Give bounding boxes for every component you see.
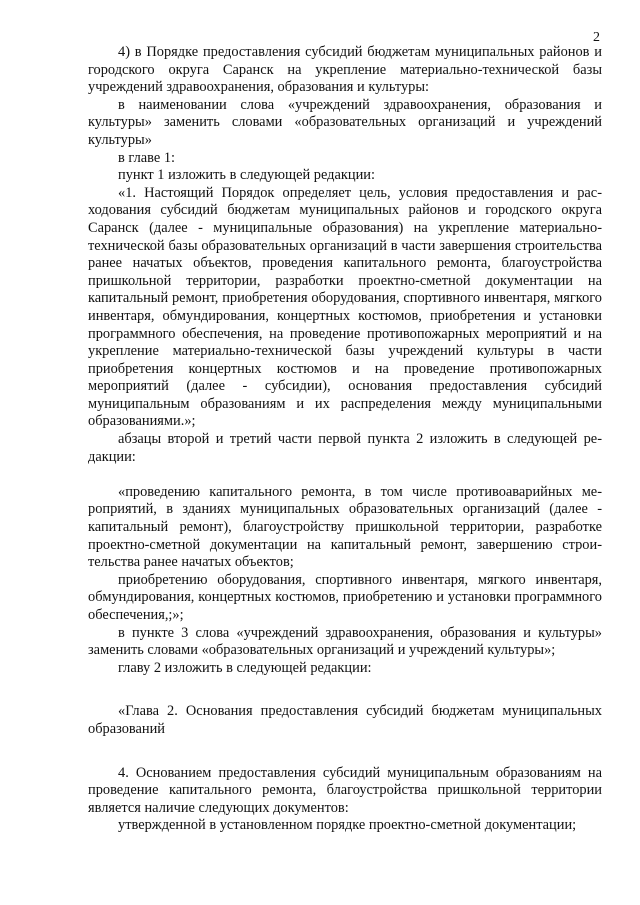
paragraph-point-4: 4. Основанием предоставления субсидий муниципальным образованиям на проведение капитального ремонта, благоустройства пришкольной территории является наличие следующих документов: [88, 764, 602, 816]
paragraph-title-change: в наименовании слова «учреждений здравоохранения, образования и культуры» заменить словами «образовательных организаций и учреждений культуры» [88, 96, 602, 148]
paragraph-chapter-2-intro: главу 2 изложить в следующей редакции: [118, 659, 372, 676]
paragraph-point-1-text: «1. Настоящий Порядок определяет цель, условия предоставления и расходования субсидий бюджетам муниципальных районов и городского округа Саранск (далее - муниципальные образования) на укрепление материально-технической базы образовательных организаций в части завершения строительства ранее начатых объектов, проведения капитального ремонта, благоустройства пришкольной территории, разработки проектно-сметной документации на капитальный ремонт, приобретения оборудования, спортивного инвентаря, мягкого инвентаря, обмундирования, концертных костюмов, приобретения и установки программного обеспечения, на проведение противопожарных мероприятий и на укрепление материально-технической базы учреждений культуры в части приобретения концертных костюмов и на проведение противопожарных мероприятий (далее - субсидии), основания предоставления субсидий муниципальным образованиям и их распределения между муниципальными образованиями.»; [88, 184, 602, 430]
paragraph-point-2-text-a: «проведению капитального ремонта, в том числе противоаварийных мероприятий, в зданиях муниципальных образовательных организаций (далее - капитальный ремонт), благоустройству пришкольной территории, разработке проектно-сметной документации на капитальный ремонт, завершению строительства ранее начатых объектов; [88, 483, 602, 571]
paragraph-point-2-text-b: приобретению оборудования, спортивного инвентаря, мягкого инвентаря, обмундирования, концертных костюмов, приобретению и установки программного обеспечения,;»; [88, 571, 602, 623]
paragraph-chapter-2-heading: «Глава 2. Основания предоставления субсидий бюджетам муниципальных образований [88, 703, 602, 737]
paragraph-point-4-item: утвержденной в установленном порядке проектно-сметной документации; [118, 817, 577, 834]
paragraph-amendment-4: 4) в Порядке предоставления субсидий бюджетам муниципальных районов и городского округа Саранск на укрепление материально-технической базы учреждений здравоохранения, образования и культуры: [88, 44, 602, 96]
paragraph-point-1-intro: пункт 1 изложить в следующей редакции: [118, 167, 375, 184]
document-body [88, 44, 602, 835]
paragraph-point-3: в пункте 3 слова «учреждений здравоохранения, образования и культуры» заменить словами «образовательных организаций и учреждений культуры»; [88, 624, 602, 659]
paragraph-chapter-1: в главе 1: [118, 149, 176, 166]
page-number: 2 [593, 30, 600, 45]
paragraph-point-2-intro: абзацы второй и третий части первой пункта 2 изложить в следующей редакции: [88, 431, 602, 465]
